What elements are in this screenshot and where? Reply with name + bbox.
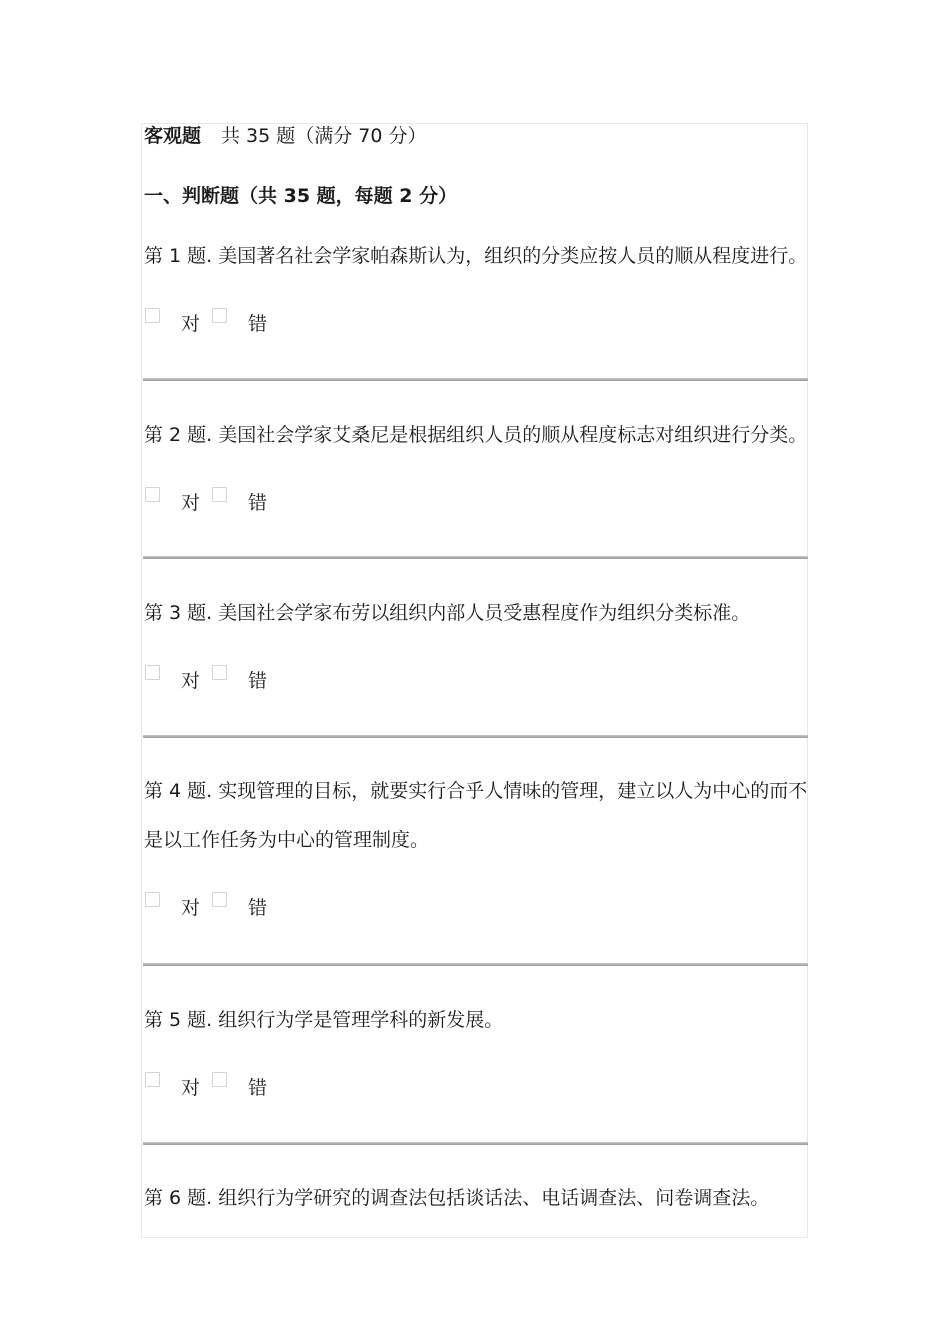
question-text: 第 5 题. 组织行为学是管理学科的新发展。 bbox=[144, 1009, 504, 1031]
true-checkbox[interactable] bbox=[145, 1072, 160, 1087]
question-1 bbox=[144, 232, 808, 352]
true-checkbox[interactable] bbox=[145, 665, 160, 680]
true-label: 对 bbox=[181, 313, 201, 335]
true-label: 对 bbox=[181, 1077, 201, 1099]
answer-options bbox=[144, 665, 444, 695]
true-label: 对 bbox=[181, 670, 201, 692]
answer-options bbox=[144, 487, 444, 517]
question-divider bbox=[143, 963, 808, 966]
header-title: 客观题 bbox=[144, 125, 202, 147]
question-2 bbox=[144, 411, 808, 531]
question-4 bbox=[144, 767, 808, 937]
question-divider bbox=[143, 556, 808, 559]
true-checkbox[interactable] bbox=[145, 308, 160, 323]
question-text: 第 4 题. 实现管理的目标，就要实行合乎人情味的管理，建立以人为中心的而不是以工作任务为中心的管理制度。 bbox=[144, 780, 808, 851]
false-checkbox[interactable] bbox=[212, 308, 227, 323]
question-text: 第 3 题. 美国社会学家布劳以组织内部人员受惠程度作为组织分类标准。 bbox=[144, 602, 751, 624]
true-label: 对 bbox=[181, 492, 201, 514]
exam-header bbox=[144, 122, 427, 150]
false-label: 错 bbox=[248, 1077, 268, 1099]
false-label: 错 bbox=[248, 897, 268, 919]
section-title: 一、判断题（共 35 题，每题 2 分） bbox=[144, 185, 458, 207]
false-checkbox[interactable] bbox=[212, 892, 227, 907]
question-divider bbox=[143, 1142, 808, 1145]
answer-options bbox=[144, 892, 444, 922]
false-label: 错 bbox=[248, 492, 268, 514]
false-checkbox[interactable] bbox=[212, 487, 227, 502]
true-label: 对 bbox=[181, 897, 201, 919]
question-6 bbox=[144, 1174, 808, 1224]
question-text: 第 2 题. 美国社会学家艾桑尼是根据组织人员的顺从程度标志对组织进行分类。 bbox=[144, 424, 808, 446]
question-divider bbox=[143, 378, 808, 381]
question-5 bbox=[144, 996, 808, 1116]
true-checkbox[interactable] bbox=[145, 892, 160, 907]
question-3 bbox=[144, 589, 808, 709]
question-text: 第 1 题. 美国著名社会学家帕森斯认为，组织的分类应按人员的顺从程度进行。 bbox=[144, 245, 808, 267]
false-label: 错 bbox=[248, 313, 268, 335]
false-label: 错 bbox=[248, 670, 268, 692]
answer-options bbox=[144, 1072, 444, 1102]
false-checkbox[interactable] bbox=[212, 1072, 227, 1087]
header-summary: 共 35 题（满分 70 分） bbox=[221, 125, 427, 147]
answer-options bbox=[144, 308, 444, 338]
question-text: 第 6 题. 组织行为学研究的调查法包括谈话法、电话调查法、问卷调查法。 bbox=[144, 1187, 770, 1209]
false-checkbox[interactable] bbox=[212, 665, 227, 680]
true-checkbox[interactable] bbox=[145, 487, 160, 502]
question-divider bbox=[143, 735, 808, 738]
